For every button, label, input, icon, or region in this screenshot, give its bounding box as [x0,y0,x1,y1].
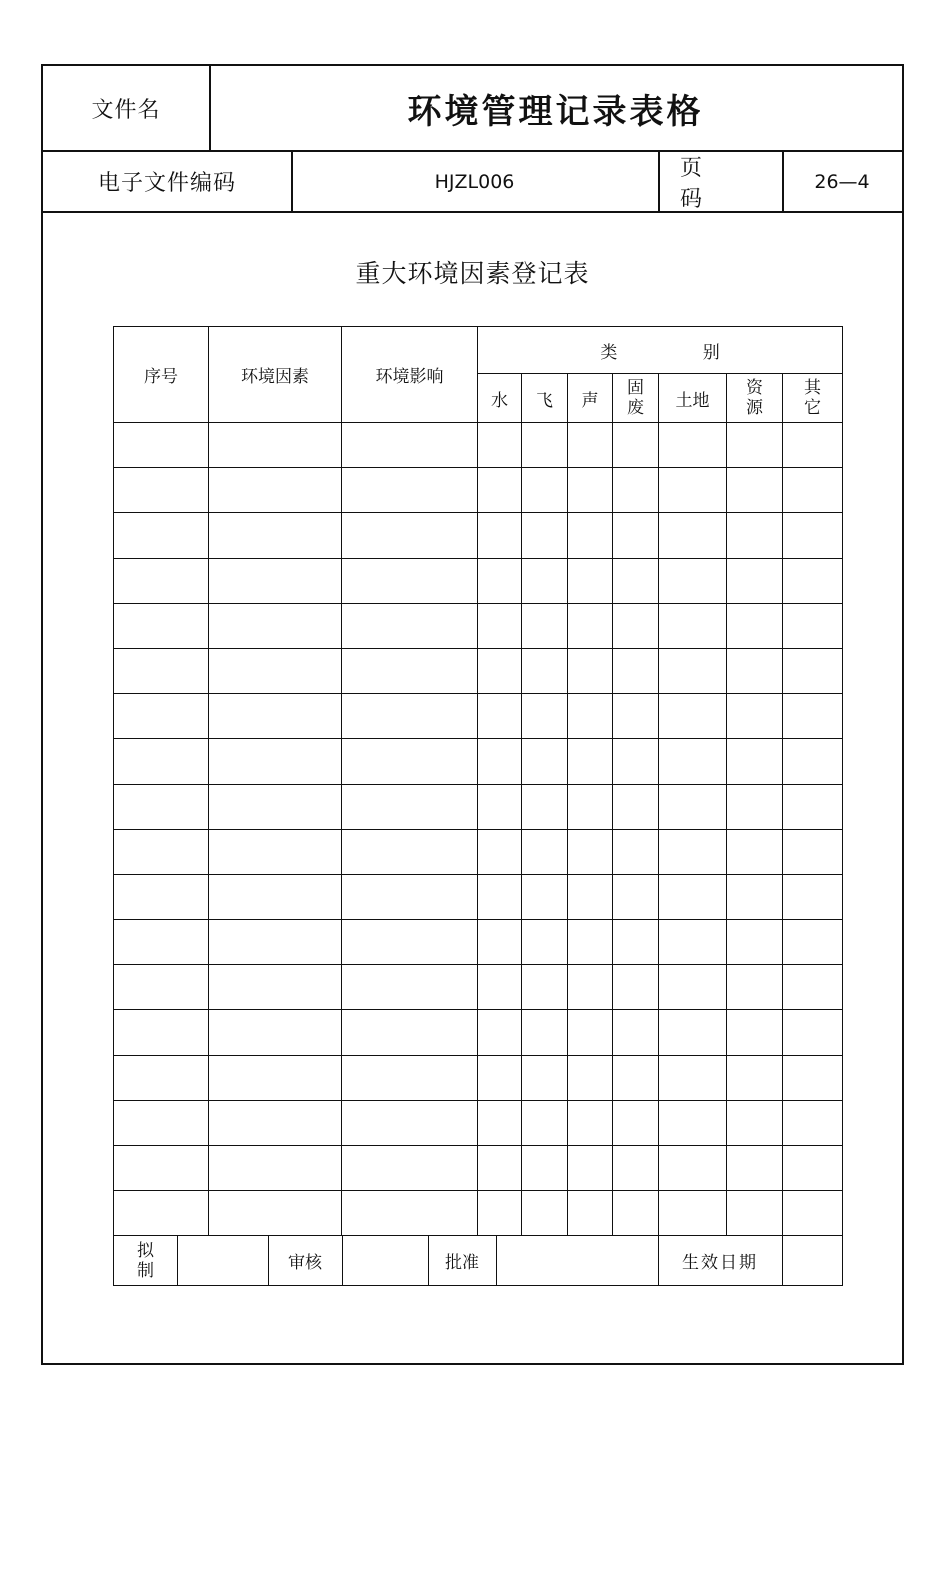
cell-air[interactable] [522,829,568,874]
cell-noise[interactable] [568,829,613,874]
table-row [114,1100,843,1145]
cell-land[interactable] [659,1010,727,1055]
cell-water[interactable] [478,739,522,784]
cell-factor[interactable] [209,558,342,603]
cell-serial[interactable] [114,829,209,874]
column-header-water: 水 [478,374,522,423]
cell-impact[interactable] [342,1010,478,1055]
cell-land[interactable] [659,513,727,558]
cell-water[interactable] [478,1055,522,1100]
cell-other[interactable] [783,739,843,784]
cell-solid-waste[interactable] [613,513,659,558]
cell-air[interactable] [522,1100,568,1145]
cell-water[interactable] [478,784,522,829]
cell-impact[interactable] [342,513,478,558]
table-row [114,874,843,919]
cell-water[interactable] [478,829,522,874]
table-row [114,1055,843,1100]
draft-signature-field[interactable] [177,1236,268,1285]
cell-land[interactable] [659,965,727,1010]
cell-resource[interactable] [727,965,783,1010]
cell-factor[interactable] [209,1055,342,1100]
cell-water[interactable] [478,603,522,648]
draft-label-bottom: 制 [137,1260,154,1281]
cell-land[interactable] [659,1055,727,1100]
table-row [114,513,843,558]
cell-noise[interactable] [568,1146,613,1191]
cell-other[interactable] [783,1100,843,1145]
cell-solid-waste[interactable] [613,784,659,829]
cell-land[interactable] [659,1100,727,1145]
cell-other[interactable] [783,1055,843,1100]
cell-impact[interactable] [342,1100,478,1145]
cell-water[interactable] [478,1010,522,1055]
column-header-impact: 环境影响 [342,327,478,423]
cell-resource[interactable] [727,648,783,693]
page-number-label: 页 码 [680,155,725,212]
cell-air[interactable] [522,603,568,648]
cell-air[interactable] [522,558,568,603]
cell-other[interactable] [783,920,843,965]
table-row [114,1010,843,1055]
cell-serial[interactable] [114,920,209,965]
cell-factor[interactable] [209,829,342,874]
cell-solid-waste[interactable] [613,648,659,693]
draft-label-top: 拟 [137,1240,154,1261]
cell-impact[interactable] [342,784,478,829]
cell-land[interactable] [659,1191,727,1236]
cell-resource[interactable] [727,558,783,603]
cell-factor[interactable] [209,965,342,1010]
effective-date-label: 生效日期 [682,1253,758,1274]
cell-impact[interactable] [342,1191,478,1236]
cell-land[interactable] [659,829,727,874]
cell-solid-waste[interactable] [613,1010,659,1055]
table-row [114,468,843,513]
form-title: 重大环境因素登记表 [355,259,590,288]
cell-noise[interactable] [568,1010,613,1055]
signature-strip [114,1236,842,1285]
cell-other[interactable] [783,423,843,468]
cell-serial[interactable] [114,1146,209,1191]
cell-factor[interactable] [209,1100,342,1145]
file-name-label: 文件名 [91,97,161,123]
cell-other[interactable] [783,558,843,603]
cell-air[interactable] [522,1010,568,1055]
cell-noise[interactable] [568,648,613,693]
cell-factor[interactable] [209,1010,342,1055]
table-row [114,1191,843,1236]
cell-serial[interactable] [114,874,209,919]
cell-solid-waste[interactable] [613,468,659,513]
cell-land[interactable] [659,694,727,739]
cell-impact[interactable] [342,423,478,468]
cell-solid-waste[interactable] [613,694,659,739]
cell-solid-waste[interactable] [613,1100,659,1145]
cell-serial[interactable] [114,694,209,739]
cell-impact[interactable] [342,603,478,648]
cell-serial[interactable] [114,603,209,648]
cell-solid-waste[interactable] [613,1055,659,1100]
table-row [114,739,843,784]
table-row [114,603,843,648]
cell-resource[interactable] [727,784,783,829]
cell-resource[interactable] [727,423,783,468]
cell-land[interactable] [659,784,727,829]
cell-water[interactable] [478,558,522,603]
cell-air[interactable] [522,694,568,739]
cell-factor[interactable] [209,513,342,558]
other-label-bottom: 它 [804,398,822,418]
cell-resource[interactable] [727,920,783,965]
cell-land[interactable] [659,1146,727,1191]
cell-other[interactable] [783,1146,843,1191]
other-label-top: 其 [804,378,822,398]
cell-land[interactable] [659,603,727,648]
cell-resource[interactable] [727,1010,783,1055]
cell-air[interactable] [522,965,568,1010]
table-row [114,784,843,829]
cell-factor[interactable] [209,739,342,784]
cell-serial[interactable] [114,1191,209,1236]
electronic-code-value: HJZL006 [434,170,515,193]
cell-noise[interactable] [568,784,613,829]
cell-other[interactable] [783,603,843,648]
column-header-noise: 声 [568,374,613,423]
table-row [114,694,843,739]
cell-factor[interactable] [209,468,342,513]
cell-land[interactable] [659,920,727,965]
cell-air[interactable] [522,513,568,558]
cell-serial[interactable] [114,784,209,829]
column-header-land: 土地 [659,374,727,423]
cell-impact[interactable] [342,648,478,693]
cell-water[interactable] [478,1100,522,1145]
signature-row [114,1236,843,1286]
cell-impact[interactable] [342,739,478,784]
cell-noise[interactable] [568,694,613,739]
cell-land[interactable] [659,558,727,603]
cell-solid-waste[interactable] [613,423,659,468]
cell-water[interactable] [478,874,522,919]
table-row [114,558,843,603]
cell-serial[interactable] [114,423,209,468]
cell-air[interactable] [522,648,568,693]
cell-resource[interactable] [727,603,783,648]
cell-noise[interactable] [568,920,613,965]
cell-noise[interactable] [568,603,613,648]
cell-serial[interactable] [114,468,209,513]
page-number-value: 26—4 [814,170,870,193]
cell-impact[interactable] [342,874,478,919]
cell-resource[interactable] [727,1146,783,1191]
cell-noise[interactable] [568,874,613,919]
table-row [114,1146,843,1191]
cell-other[interactable] [783,513,843,558]
cell-other[interactable] [783,874,843,919]
table-row [114,829,843,874]
header-row-code [43,152,902,213]
cell-noise[interactable] [568,558,613,603]
cell-noise[interactable] [568,1191,613,1236]
cell-serial[interactable] [114,648,209,693]
cell-serial[interactable] [114,558,209,603]
cell-other[interactable] [783,1191,843,1236]
cell-impact[interactable] [342,468,478,513]
cell-resource[interactable] [727,694,783,739]
cell-air[interactable] [522,874,568,919]
cell-serial[interactable] [114,965,209,1010]
register-body [114,423,843,1236]
cell-other[interactable] [783,648,843,693]
cell-water[interactable] [478,694,522,739]
register-table [113,326,843,1286]
cell-factor[interactable] [209,784,342,829]
cell-water[interactable] [478,423,522,468]
table-row [114,920,843,965]
cell-solid-waste[interactable] [613,1191,659,1236]
approve-label: 批准 [445,1253,479,1274]
cell-factor[interactable] [209,694,342,739]
cell-resource[interactable] [727,1100,783,1145]
cell-impact[interactable] [342,558,478,603]
cell-land[interactable] [659,648,727,693]
cell-solid-waste[interactable] [613,965,659,1010]
cell-solid-waste[interactable] [613,874,659,919]
cell-resource[interactable] [727,513,783,558]
cell-noise[interactable] [568,1055,613,1100]
cell-water[interactable] [478,920,522,965]
electronic-code-label: 电子文件编码 [97,171,236,196]
cell-impact[interactable] [342,965,478,1010]
cell-factor[interactable] [209,423,342,468]
cell-noise[interactable] [568,468,613,513]
cell-solid-waste[interactable] [613,603,659,648]
cell-solid-waste[interactable] [613,920,659,965]
cell-solid-waste[interactable] [613,558,659,603]
column-header-serial: 序号 [114,327,209,423]
cell-land[interactable] [659,468,727,513]
cell-air[interactable] [522,423,568,468]
cell-other[interactable] [783,829,843,874]
column-header-category [478,327,843,374]
cell-air[interactable] [522,1191,568,1236]
cell-noise[interactable] [568,513,613,558]
cell-serial[interactable] [114,1100,209,1145]
review-signature-field[interactable] [342,1236,428,1285]
cell-water[interactable] [478,513,522,558]
column-header-air: 飞 [522,374,568,423]
cell-resource[interactable] [727,1055,783,1100]
cell-air[interactable] [522,1055,568,1100]
table-row [114,648,843,693]
cell-impact[interactable] [342,694,478,739]
cell-noise[interactable] [568,423,613,468]
column-header-solid-waste [613,374,659,423]
cell-water[interactable] [478,1146,522,1191]
cell-other[interactable] [783,468,843,513]
cell-noise[interactable] [568,739,613,784]
draft-label [114,1236,177,1285]
cell-serial[interactable] [114,513,209,558]
column-header-factor: 环境因素 [209,327,342,423]
cell-resource[interactable] [727,739,783,784]
cell-water[interactable] [478,468,522,513]
cell-other[interactable] [783,1010,843,1055]
cell-other[interactable] [783,965,843,1010]
solid-waste-label-bottom: 废 [627,398,644,418]
cell-factor[interactable] [209,920,342,965]
cell-serial[interactable] [114,1055,209,1100]
cell-land[interactable] [659,423,727,468]
effective-date-field[interactable] [782,1236,842,1285]
column-header-resource [727,374,783,423]
cell-air[interactable] [522,1146,568,1191]
cell-air[interactable] [522,468,568,513]
cell-land[interactable] [659,874,727,919]
cell-water[interactable] [478,965,522,1010]
cell-air[interactable] [522,739,568,784]
solid-waste-label-top: 固 [627,378,644,398]
cell-factor[interactable] [209,603,342,648]
category-label: 类 别 [600,342,760,363]
cell-noise[interactable] [568,965,613,1010]
cell-factor[interactable] [209,1191,342,1236]
cell-resource[interactable] [727,1191,783,1236]
cell-air[interactable] [522,920,568,965]
table-row [114,423,843,468]
cell-land[interactable] [659,739,727,784]
cell-water[interactable] [478,648,522,693]
cell-solid-waste[interactable] [613,1146,659,1191]
cell-water[interactable] [478,1191,522,1236]
cell-other[interactable] [783,784,843,829]
cell-impact[interactable] [342,920,478,965]
cell-serial[interactable] [114,1010,209,1055]
cell-factor[interactable] [209,874,342,919]
cell-resource[interactable] [727,874,783,919]
cell-factor[interactable] [209,1146,342,1191]
cell-serial[interactable] [114,739,209,784]
cell-impact[interactable] [342,1055,478,1100]
cell-impact[interactable] [342,1146,478,1191]
header-row-title [43,66,902,152]
table-row [114,965,843,1010]
cell-other[interactable] [783,694,843,739]
approve-signature-field[interactable] [496,1236,658,1285]
cell-resource[interactable] [727,468,783,513]
cell-solid-waste[interactable] [613,739,659,784]
cell-air[interactable] [522,784,568,829]
document-title: 环境管理记录表格 [407,91,704,132]
column-header-other [783,374,843,423]
review-label: 审核 [288,1253,322,1274]
resource-label-bottom: 源 [746,398,763,418]
cell-resource[interactable] [727,829,783,874]
cell-solid-waste[interactable] [613,829,659,874]
cell-impact[interactable] [342,829,478,874]
cell-noise[interactable] [568,1100,613,1145]
cell-factor[interactable] [209,648,342,693]
resource-label-top: 资 [746,378,763,398]
